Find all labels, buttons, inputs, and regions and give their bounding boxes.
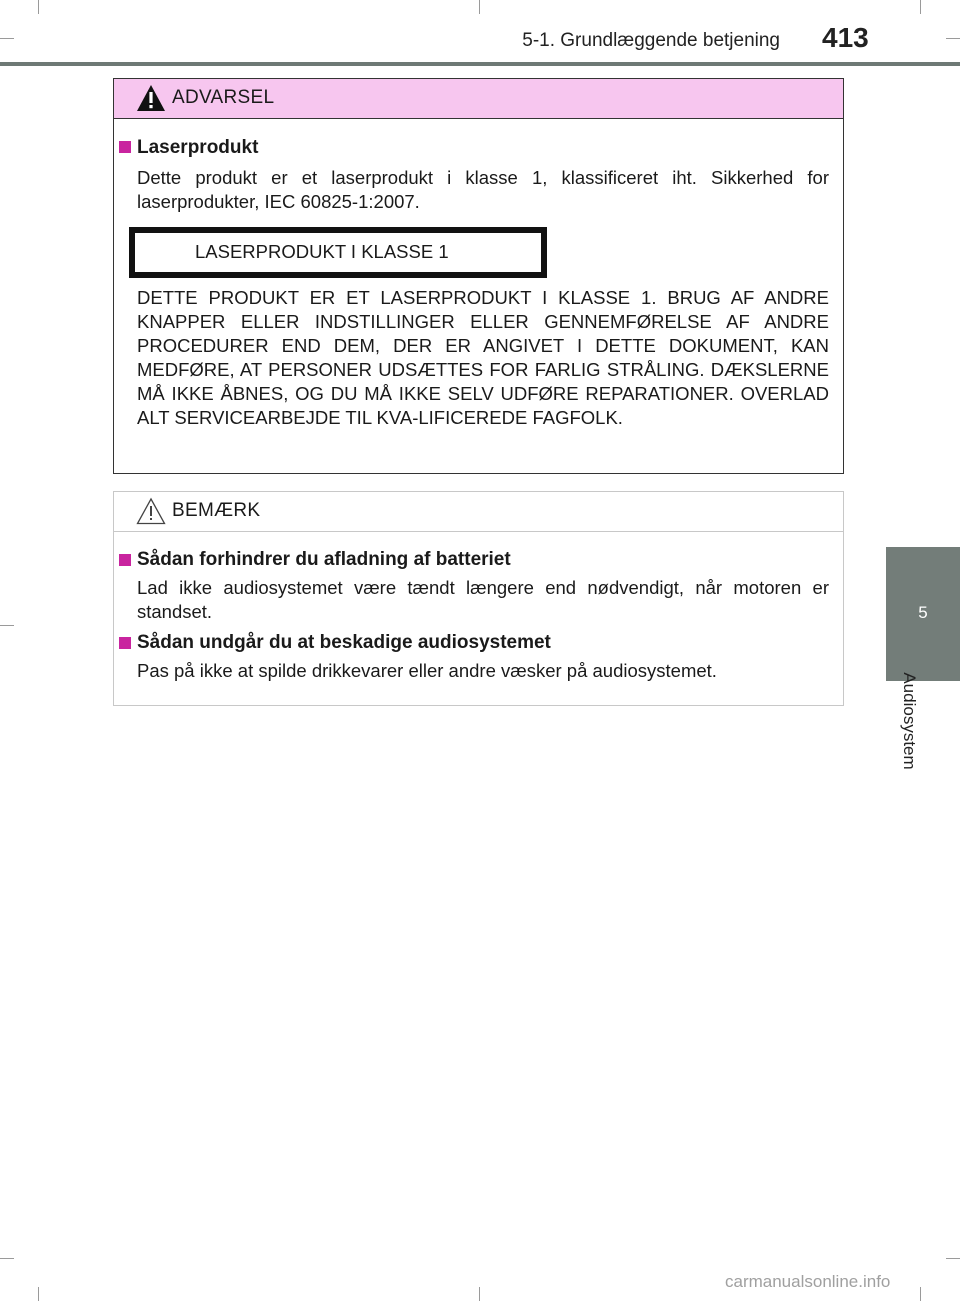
crop-mark (920, 1287, 921, 1301)
warning-triangle-outline-icon (136, 497, 166, 525)
note-item-text: Pas på ikke at spilde drikkevarer eller andre væsker på audiosystemet. (137, 660, 717, 681)
note-item-title: Sådan forhindrer du afladning af batteriet (137, 549, 511, 570)
warning-header (114, 79, 843, 119)
chapter-title: Audiosystem (900, 672, 919, 770)
crop-mark (0, 625, 14, 626)
crop-mark (0, 1258, 14, 1259)
laser-product-label (129, 227, 547, 278)
warning-triangle-filled-icon (136, 84, 166, 112)
crop-mark (479, 0, 480, 14)
crop-mark (38, 1287, 39, 1301)
warning-title: ADVARSEL (172, 87, 275, 108)
page-number: 413 (822, 22, 869, 53)
crop-mark (479, 1287, 480, 1301)
laser-section-title: Laserprodukt (137, 137, 259, 158)
laser-label-text: LASERPRODUKT I KLASSE 1 (135, 233, 541, 272)
chapter-number: 5 (918, 603, 928, 622)
crop-mark (0, 38, 14, 39)
crop-mark (38, 0, 39, 14)
note-item-title: Sådan undgår du at beskadige audiosystemet (137, 632, 551, 653)
section-bullet (119, 554, 131, 566)
note-header (114, 492, 843, 532)
crop-mark (946, 1258, 960, 1259)
section-heading: 5-1. Grundlæggende betjening (522, 30, 780, 51)
laser-intro-text: Dette produkt er et laserprodukt i klasse 1, klassificeret iht. Sikkerhed for laserprodukter, IEC 60825-1:2007. (137, 167, 829, 212)
laser-warning-body: DETTE PRODUKT ER ET LASERPRODUKT I KLASSE 1. BRUG AF ANDRE KNAPPER ELLER INDSTILLINGER ELLER GENNEMFØRELSE AF ANDRE PROCEDURER END DEM, DER ER ANGIVET I DETTE DOKUMENT, KAN MEDFØRE, AT PERSONER UDSÆTTES FOR FARLIG STRÅLING. DÆKSLERNE MÅ IKKE ÅBNES, OG DU MÅ IKKE SELV UDFØRE REPARATIONER. OVERLAD ALT SERVICEARBEJDE TIL KVA-LIFICEREDE FAGFOLK. (137, 287, 829, 428)
crop-mark (920, 0, 921, 14)
crop-mark (946, 38, 960, 39)
watermark: carmanualsonline.info (725, 1272, 891, 1291)
chapter-title-vertical (880, 646, 938, 796)
note-title: BEMÆRK (172, 500, 261, 521)
section-bullet (119, 637, 131, 649)
note-item-text: Lad ikke audiosystemet være tændt længere end nødvendigt, når motoren er standset. (137, 577, 829, 622)
section-bullet (119, 141, 131, 153)
header-rule (0, 62, 960, 66)
